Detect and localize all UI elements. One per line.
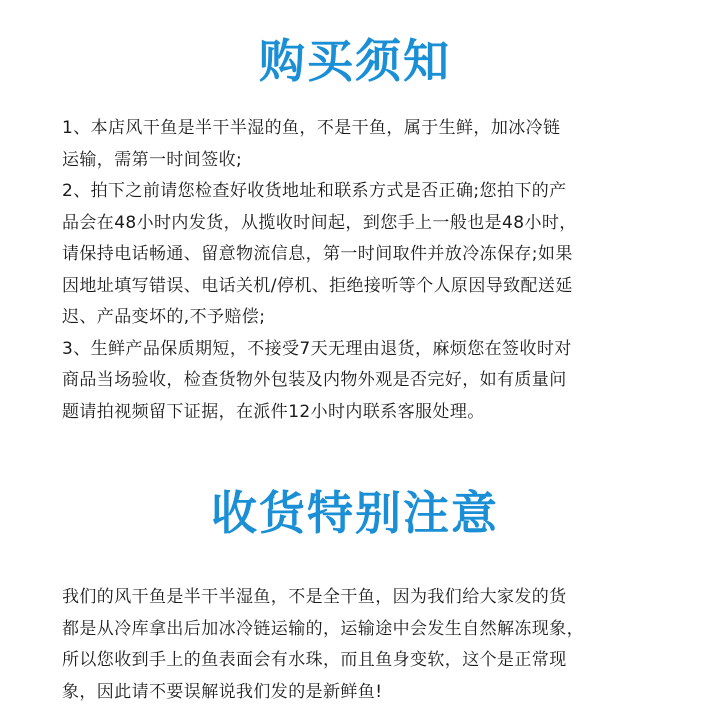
note-line: 象，因此请不要误解说我们发的是新鲜鱼! [62,681,383,702]
notice-line: 商品当场验收，检查货物外包装及内物外观是否完好，如有质量问 [62,370,567,390]
purchase-notice-title: 购买须知 [259,34,451,88]
receiving-note-title: 收货特别注意 [211,486,499,540]
note-line: 所以您收到手上的鱼表面会有水珠，而且鱼身变软，这个是正常现 [62,650,567,670]
notice-line: 题请拍视频留下证据，在派件12小时内联系客服处理。 [62,401,485,422]
notice-line: 迟、产品变坏的,不予赔偿; [62,307,266,327]
receiving-note-body [62,582,662,708]
note-line: 都是从冷库拿出后加冰冷链运输的，运输途中会发生自然解冻现象， [62,618,584,639]
notice-line: 3、生鲜产品保质期短，不接受7天无理由退货，麻烦您在签收时对 [62,338,572,359]
notice-line: 请保持电话畅通、留意物流信息，第一时间取件并放冷冻保存;如果 [62,244,573,264]
purchase-notice-body [62,113,662,428]
note-line: 我们的风干鱼是半干半湿鱼，不是全干鱼，因为我们给大家发的货 [62,587,567,607]
notice-line: 运输，需第一时间签收; [62,149,243,170]
notice-line: 2、拍下之前请您检查好收货地址和联系方式是否正确;您拍下的产 [62,181,567,201]
notice-line: 1、本店风干鱼是半干半湿的鱼，不是干鱼，属于生鲜，加冰冷链 [62,118,561,138]
notice-line: 品会在48小时内发货，从揽收时间起，到您手上一般也是48小时， [62,212,577,233]
notice-line: 因地址填写错误、电话关机/停机、拒绝接听等个人原因导致配送延 [62,275,573,296]
